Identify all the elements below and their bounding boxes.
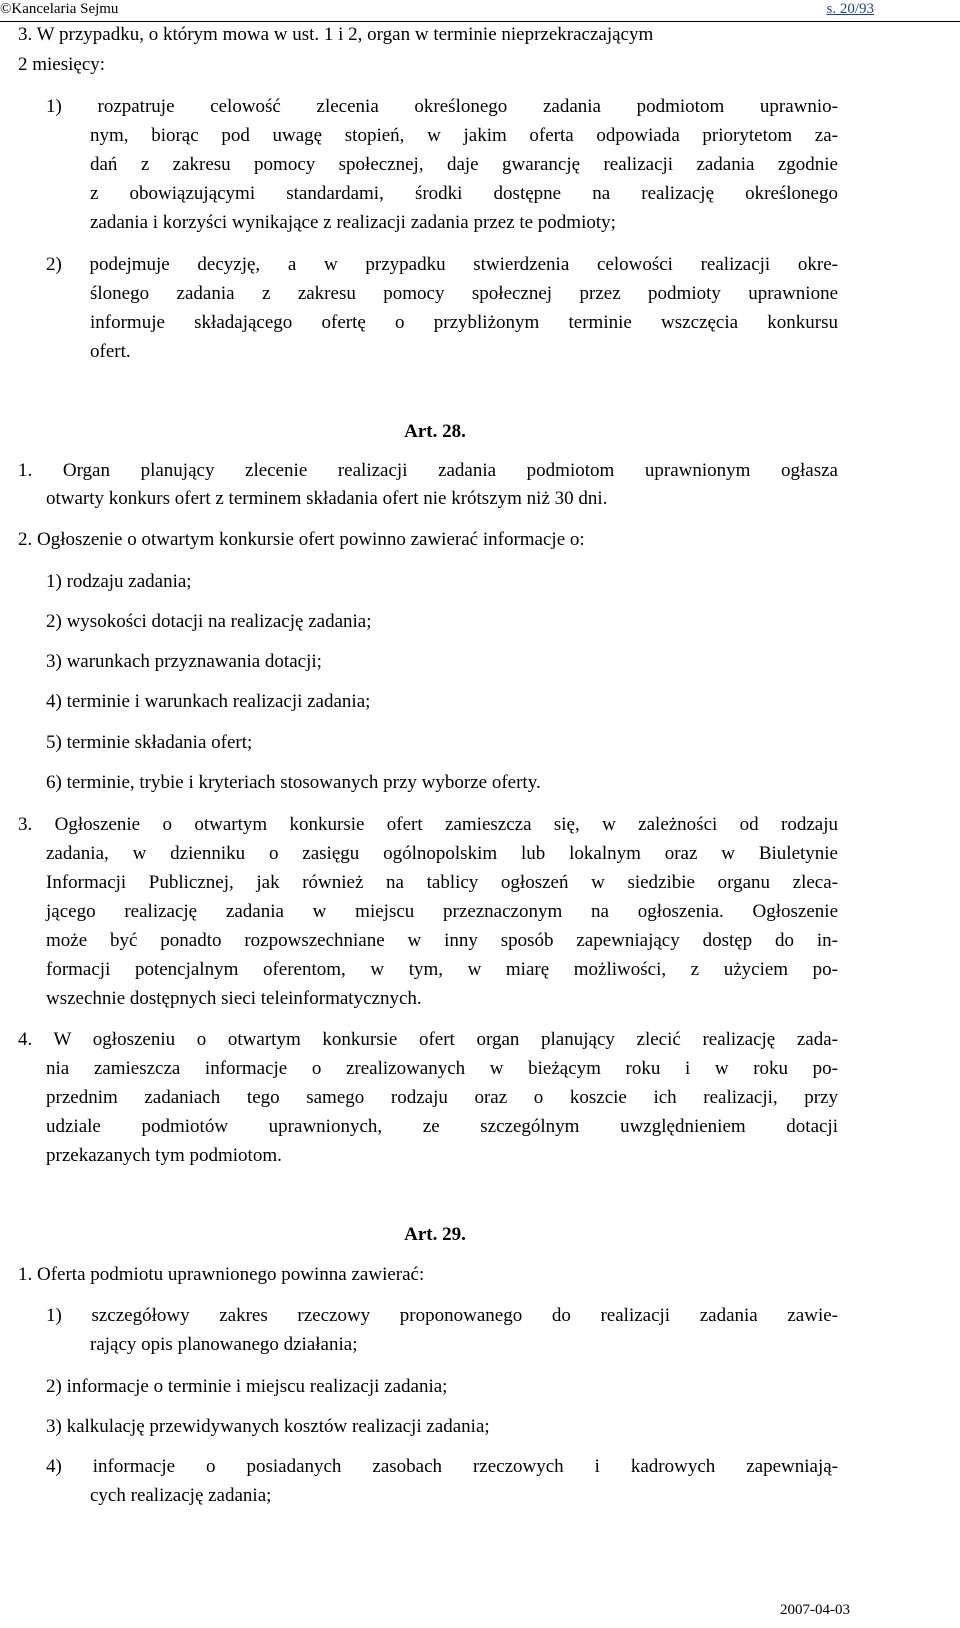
text-line: cych realizację zadania; (90, 1485, 272, 1506)
list-item: 4) terminie i warunkach realizacji zadania; (46, 691, 371, 712)
list-item: 1) rodzaju zadania; (46, 571, 192, 592)
text-line: 4) informacje o posiadanych zasobach rzeczowych i kadrowych zapewniają- (46, 1456, 838, 1477)
text-line: otwarty konkurs ofert z terminem składania ofert nie krótszym niż 30 dni. (46, 488, 608, 509)
list-item: 2) informacje o terminie i miejscu realizacji zadania; (46, 1376, 448, 1397)
text-line: nym, biorąc pod uwagę stopień, w jakim oferta odpowiada priorytetom za- (90, 125, 838, 146)
text-line: z obowiązującymi standardami, środki dostępne na realizację określonego (90, 183, 838, 204)
text-line: Informacji Publicznej, jak również na tablicy ogłoszeń w siedzibie organu zleca- (46, 872, 838, 893)
list-item: 5) terminie składania ofert; (46, 732, 253, 753)
text-line: wszechnie dostępnych sieci teleinformatycznych. (46, 988, 422, 1009)
text-line: ofert. (90, 341, 131, 362)
text-line: przednim zadaniach tego samego rodzaju oraz o koszcie ich realizacji, przy (46, 1087, 838, 1108)
list-item: 6) terminie, trybie i kryteriach stosowanych przy wyborze oferty. (46, 772, 541, 793)
text-line: dań z zakresu pomocy społecznej, daje gwarancję realizacji zadania zgodnie (90, 154, 838, 175)
article-heading: Art. 28. (404, 421, 466, 442)
text-line: 3. W przypadku, o którym mowa w ust. 1 i 2, organ w terminie nieprzekraczającym (18, 24, 654, 45)
text-line: 2) podejmuje decyzję, a w przypadku stwierdzenia celowości realizacji okre- (46, 254, 838, 275)
text-line: 1) rozpatruje celowość zlecenia określonego zadania podmiotom uprawnio- (46, 96, 838, 117)
text-line: 1) szczegółowy zakres rzeczowy proponowanego do realizacji zadania zawie- (46, 1305, 838, 1326)
text-line: informuje składającego ofertę o przybliżonym terminie wszczęcia konkursu (90, 312, 838, 333)
text-line: rający opis planowanego działania; (90, 1334, 358, 1355)
text-line: przekazanych tym podmiotom. (46, 1145, 282, 1166)
paragraph: 2. Ogłoszenie o otwartym konkursie ofert powinno zawierać informacje o: (18, 529, 585, 550)
text-line: może być ponadto rozpowszechniane w inny sposób zapewniający dostęp do in- (46, 930, 838, 951)
text-line: 2 miesięcy: (18, 54, 106, 75)
list-item: 2) wysokości dotacji na realizację zadania; (46, 611, 372, 632)
list-item: 3) warunkach przyznawania dotacji; (46, 651, 322, 672)
text-line: 3. Ogłoszenie o otwartym konkursie ofert zamieszcza się, w zależności od rodzaju (18, 814, 838, 835)
text-line: zadania i korzyści wynikające z realizacji zadania przez te podmioty; (90, 212, 616, 233)
text-line: zadania, w dzienniku o zasięgu ogólnopolskim lub lokalnym oraz w Biuletynie (46, 843, 838, 864)
page-header (0, 0, 960, 22)
text-line: jącego realizację zadania w miejscu przeznaczonym na ogłoszenia. Ogłoszenie (46, 901, 838, 922)
copyright-label: ©Kancelaria Sejmu (0, 1, 119, 17)
header-divider (0, 21, 960, 22)
page-number-link[interactable]: s. 20/93 (826, 1, 874, 17)
text-line: formacji potencjalnym oferentom, w tym, w miarę możliwości, z użyciem po- (46, 959, 838, 980)
text-line: nia zamieszcza informacje o zrealizowanych w bieżącym roku i w roku po- (46, 1058, 838, 1079)
article-heading: Art. 29. (404, 1224, 466, 1245)
text-line: 4. W ogłoszeniu o otwartym konkursie ofert organ planujący zlecić realizację zada- (18, 1029, 838, 1050)
list-item: 3) kalkulację przewidywanych kosztów realizacji zadania; (46, 1416, 490, 1437)
footer-date: 2007-04-03 (780, 1602, 850, 1618)
text-line: udziale podmiotów uprawnionych, ze szczególnym uwzględnieniem dotacji (46, 1116, 838, 1137)
paragraph: 1. Oferta podmiotu uprawnionego powinna zawierać: (18, 1264, 425, 1285)
text-line: ślonego zadania z zakresu pomocy społecznej przez podmioty uprawnione (90, 283, 838, 304)
text-line: 1. Organ planujący zlecenie realizacji zadania podmiotom uprawnionym ogłasza (18, 460, 838, 481)
